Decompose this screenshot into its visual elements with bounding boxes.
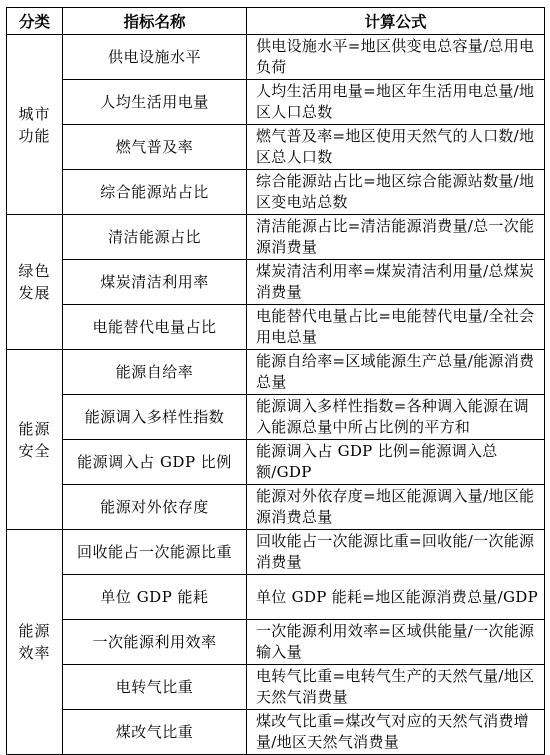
table-row (7, 125, 545, 170)
table-row (7, 665, 545, 710)
category-cell-green-development (7, 215, 63, 350)
category-cell-energy-security (7, 350, 63, 530)
table-row (7, 215, 545, 260)
table-row (7, 80, 545, 125)
indicator-formula: 能源对外依存度=地区能源调入量/地区能源消费总量 (247, 485, 545, 530)
indicator-name: 综合能源站占比 (63, 170, 247, 215)
indicator-name: 能源调入多样性指数 (63, 395, 247, 440)
indicator-formula: 煤炭清洁利用率=煤炭清洁利用量/总煤炭消费量 (247, 260, 545, 305)
indicator-formula: 清洁能源占比=清洁能源消费量/总一次能源消费量 (247, 215, 545, 260)
header-indicator: 指标名称 (63, 8, 247, 35)
category-cell-energy-efficiency (7, 530, 63, 755)
table-row (7, 170, 545, 215)
indicator-formula: 单位 GDP 能耗=地区能源消费总量/GDP (247, 575, 545, 620)
indicator-name: 电能替代电量占比 (63, 305, 247, 350)
indicator-formula: 回收能占一次能源比重=回收能/一次能源消费量 (247, 530, 545, 575)
category-label: 发展 (18, 284, 51, 302)
table-row (7, 35, 545, 80)
indicator-name: 人均生活用电量 (63, 80, 247, 125)
indicator-formula: 综合能源站占比=地区综合能源站数量/地区变电站总数 (247, 170, 545, 215)
table-row (7, 440, 545, 485)
table-row (7, 575, 545, 620)
category-label: 功能 (18, 126, 51, 145)
indicator-formula: 供电设施水平=地区供变电总容量/总用电负荷 (247, 35, 545, 80)
table-row (7, 485, 545, 530)
indicator-formula: 人均生活用电量=地区年生活用电总量/地区人口总数 (247, 80, 545, 125)
indicator-formula: 煤改气比重=煤改气对应的天然气消费增量/地区天然气消费量 (247, 710, 545, 755)
table-row (7, 305, 545, 350)
indicator-name: 能源自给率 (63, 350, 247, 395)
indicator-formula: 能源自给率=区域能源生产总量/能源消费总量 (247, 350, 545, 395)
header-category: 分类 (7, 8, 63, 35)
indicator-formula: 能源调入多样性指数=各种调入能源在调入能源总量中所占比例的平方和 (247, 395, 545, 440)
indicator-formula: 能源调入占 GDP 比例=能源调入总额/GDP (247, 440, 545, 485)
category-label: 效率 (18, 644, 51, 662)
header-formula: 计算公式 (247, 8, 545, 35)
indicator-formula: 电转气比重=电转气生产的天然气量/地区天然气消费量 (247, 665, 545, 710)
category-label: 能源 (18, 419, 51, 438)
indicator-name: 燃气普及率 (63, 125, 247, 170)
category-cell-urban-function (7, 35, 63, 215)
category-label: 安全 (18, 441, 51, 460)
indicator-name: 单位 GDP 能耗 (63, 575, 247, 620)
category-label: 绿色 (18, 262, 51, 280)
indicator-name: 一次能源利用效率 (63, 620, 247, 665)
indicator-formula: 电能替代电量占比=电能替代电量/全社会用电总量 (247, 305, 545, 350)
indicator-name: 煤炭清洁利用率 (63, 260, 247, 305)
table-row (7, 395, 545, 440)
indicator-formula: 一次能源利用效率=区域供能量/一次能源输入量 (247, 620, 545, 665)
indicator-table (6, 7, 545, 755)
indicator-name: 供电设施水平 (63, 35, 247, 80)
table-row (7, 530, 545, 575)
table-row (7, 620, 545, 665)
table-row (7, 350, 545, 395)
category-label: 城市 (18, 104, 51, 123)
indicator-name: 电转气比重 (63, 665, 247, 710)
indicator-formula: 燃气普及率=地区使用天然气的人口数/地区总人口数 (247, 125, 545, 170)
indicator-name: 清洁能源占比 (63, 215, 247, 260)
indicator-name: 回收能占一次能源比重 (63, 530, 247, 575)
table-row (7, 260, 545, 305)
category-label: 能源 (18, 622, 51, 640)
indicator-name: 能源调入占 GDP 比例 (63, 440, 247, 485)
indicator-name: 能源对外依存度 (63, 485, 247, 530)
indicator-name: 煤改气比重 (63, 710, 247, 755)
table-row (7, 710, 545, 755)
header-row (7, 8, 545, 35)
